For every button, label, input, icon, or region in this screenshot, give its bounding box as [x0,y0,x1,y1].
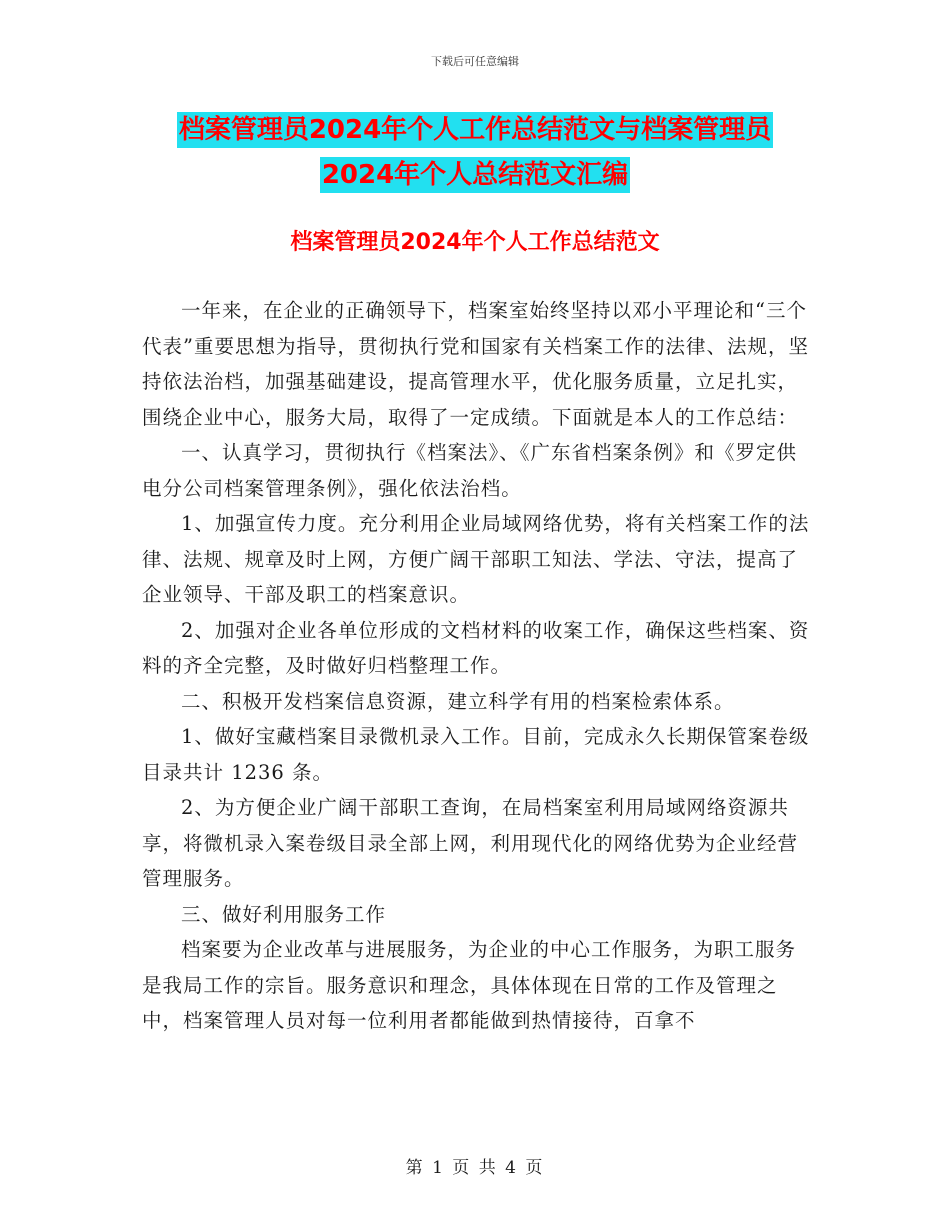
paragraph: 一年来，在企业的正确领导下，档案室始终坚持以邓小平理论和“三个代表”重要思想为指导，贯彻执行党和国家有关档案工作的法律、法规，坚持依法治档，加强基础建设，提高管理水平，优化服务质量，立足扎实，围绕企业中心，服务大局，取得了一定成绩。下面就是本人的工作总结： [142,299,809,429]
header-note: 下载后可任意编辑 [431,55,519,68]
page-footer: 第 1 页 共 4 页 [405,1158,545,1178]
title-text-1: 档案管理员2024年个人工作总结范文与档案管理员 [177,112,773,148]
paragraph: 一、认真学习，贯彻执行《档案法》、《广东省档案条例》和《罗定供电分公司档案管理条例》，强化依法治档。 [142,441,798,500]
title-text-2: 2024年个人总结范文汇编 [320,157,630,193]
document-title-line-2 [0,157,950,193]
document-title-line-1 [0,112,950,148]
paragraph: 档案要为企业改革与进展服务，为企业的中心工作服务，为职工服务是我局工作的宗旨。服务意识和理念，具体体现在日常的工作及管理之中，档案管理人员对每一位利用者都能做到热情接待，百拿不 [142,938,797,1032]
paragraph: 1、做好宝藏档案目录微机录入工作。目前，完成永久长期保管案卷级目录共计 1236 条。 [142,725,810,784]
document-body [142,293,810,1039]
paragraph: 二、积极开发档案信息资源，建立科学有用的档案检索体系。 [181,689,735,713]
section-subtitle: 档案管理员2024年个人工作总结范文 [290,230,660,255]
paragraph: 1、加强宣传力度。充分利用企业局域网络优势，将有关档案工作的法律、法规、规章及时上网，方便广阔干部职工知法、学法、守法，提高了企业领导、干部及职工的档案意识。 [142,512,810,606]
paragraph: 三、做好利用服务工作 [181,902,387,926]
paragraph: 2、为方便企业广阔干部职工查询，在局档案室利用局域网络资源共享，将微机录入案卷级目录全部上网，利用现代化的网络优势为企业经营管理服务。 [142,796,799,890]
paragraph: 2、加强对企业各单位形成的文档材料的收案工作，确保这些档案、资料的齐全完整，及时做好归档整理工作。 [142,618,810,677]
